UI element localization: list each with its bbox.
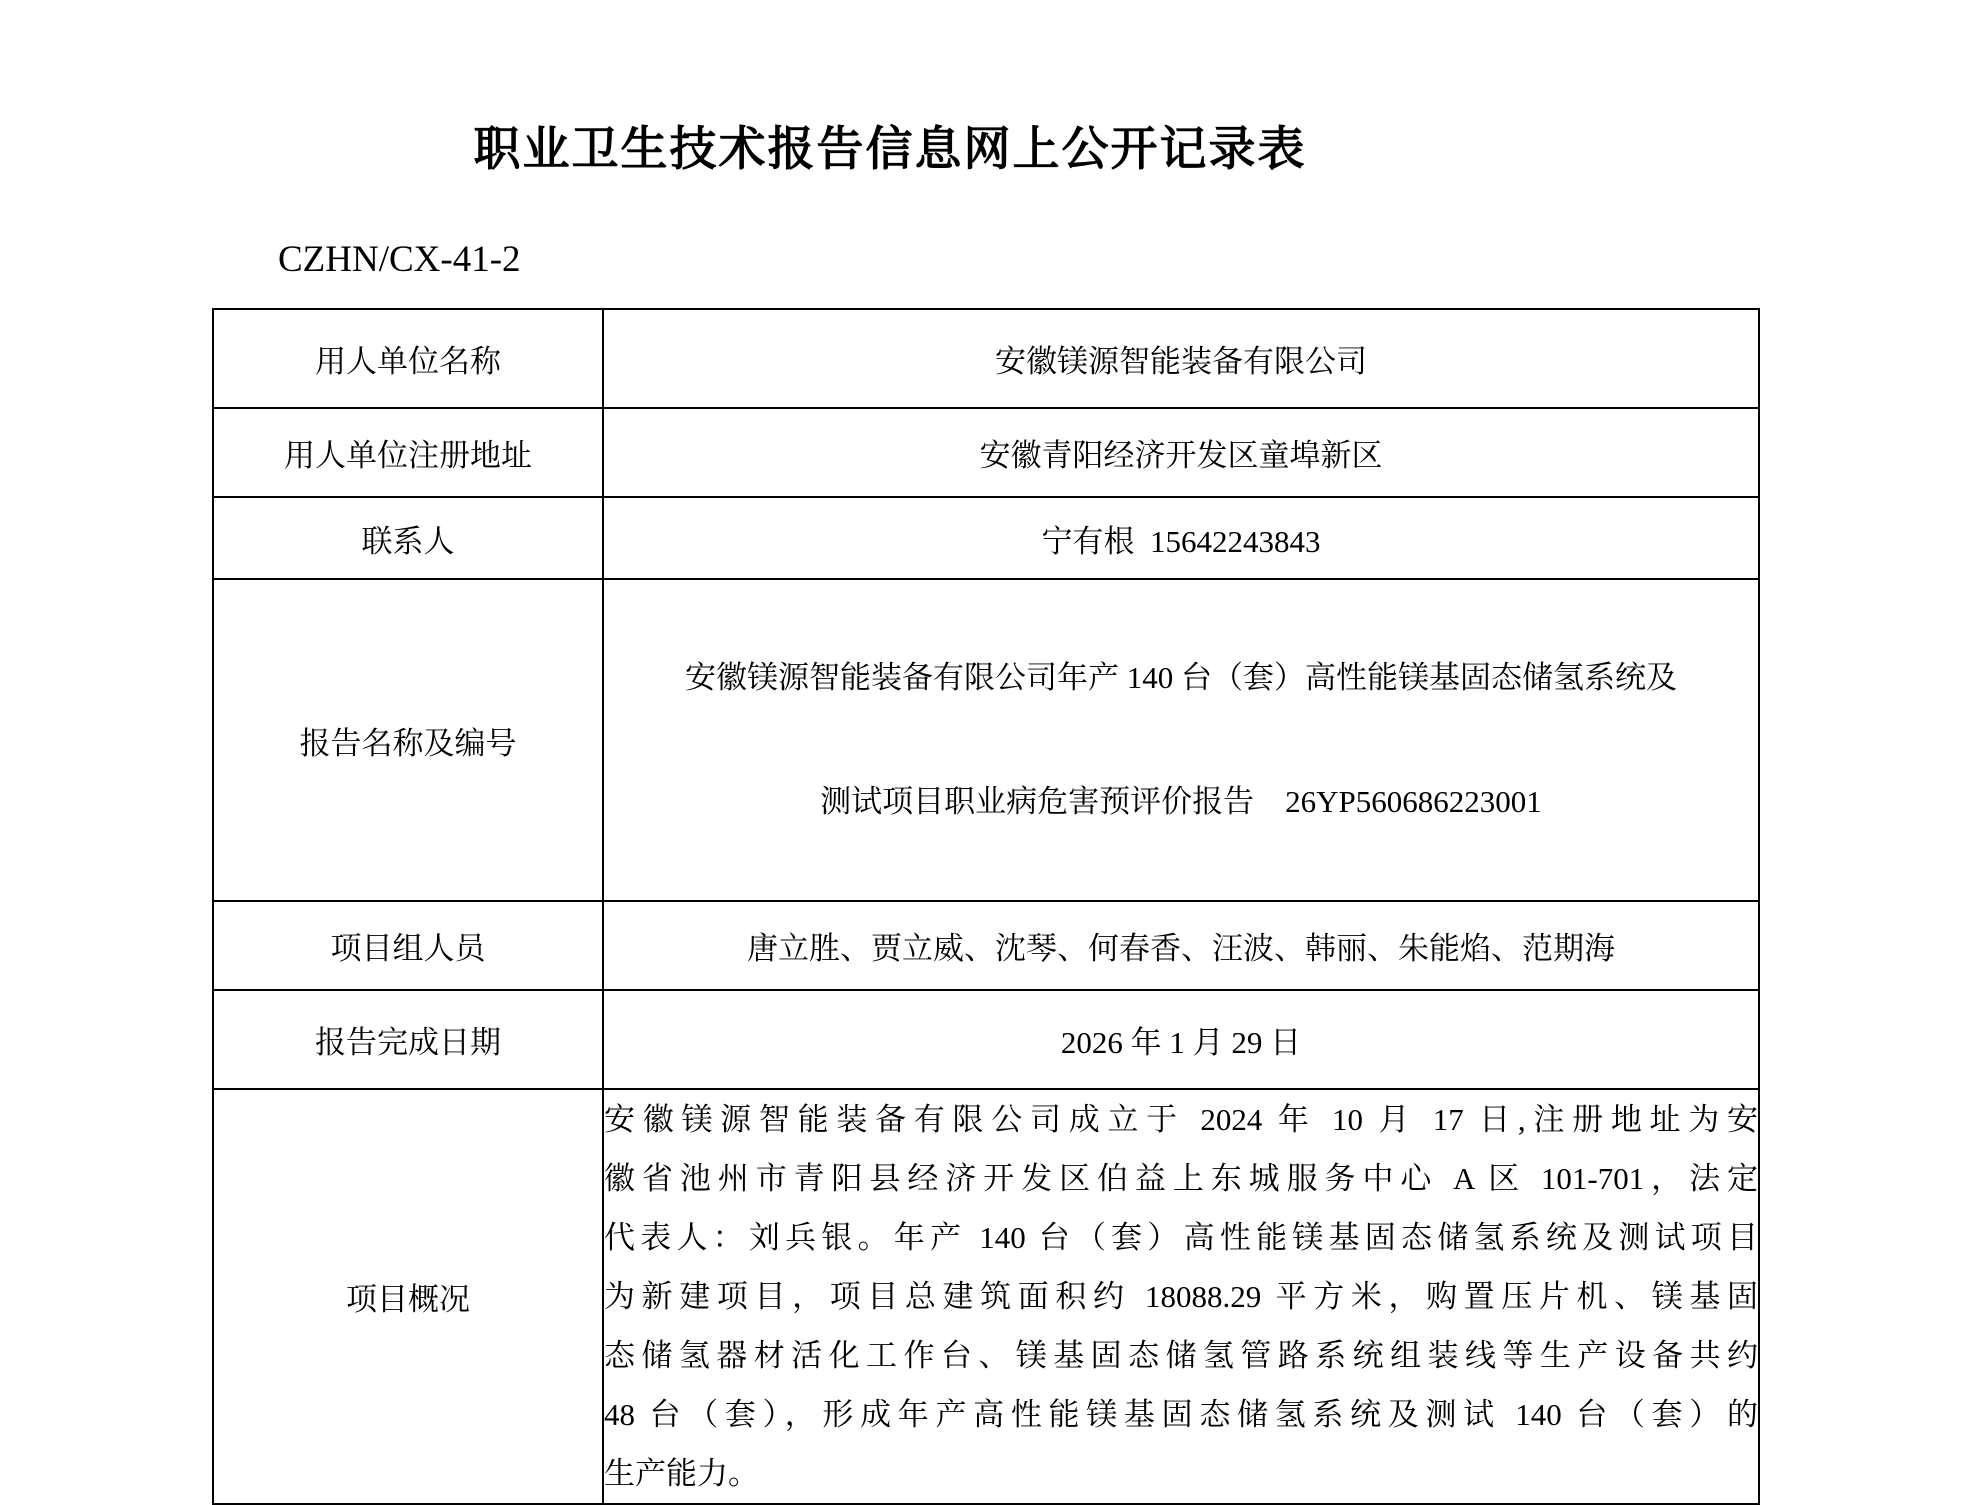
row-value: 安徽镁源智能装备有限公司 [603, 309, 1759, 408]
overview-line-7: 生产能力。 [604, 1456, 759, 1491]
row-label: 用人单位注册地址 [213, 408, 603, 497]
report-name-line-2: 测试项目职业病危害预评价报告 26YP560686223001 [820, 784, 1542, 819]
row-value: 唐立胜、贾立威、沈琴、何春香、汪波、韩丽、朱能焰、范期海 [603, 901, 1759, 990]
table-row-employer-name [213, 309, 1759, 408]
row-label: 联系人 [213, 497, 603, 579]
row-value [603, 1089, 1759, 1504]
overview-line-4: 为新建项目，项目总建筑面积约 18088.29 平方米，购置压片机、镁基固 [604, 1279, 1758, 1314]
row-label: 报告完成日期 [213, 990, 603, 1089]
overview-line-1: 安徽镁源智能装备有限公司成立于 2024 年 10 月 17 日,注册地址为安 [604, 1102, 1758, 1137]
table-row-contact-person [213, 497, 1759, 579]
report-name-line-1: 安徽镁源智能装备有限公司年产 140 台（套）高性能镁基固态储氢系统及 [685, 660, 1677, 695]
row-value [603, 579, 1759, 901]
row-label: 用人单位名称 [213, 309, 603, 408]
row-value: 宁有根 15642243843 [603, 497, 1759, 579]
overview-line-3: 代表人：刘兵银。年产 140 台（套）高性能镁基固态储氢系统及测试项目 [604, 1220, 1758, 1255]
overview-line-2: 徽省池州市青阳县经济开发区伯益上东城服务中心 A 区 101-701，法定 [604, 1161, 1758, 1196]
overview-line-5: 态储氢器材活化工作台、镁基固态储氢管路系统组装线等生产设备共约 [604, 1338, 1758, 1373]
row-value: 2026 年 1 月 29 日 [603, 990, 1759, 1089]
record-table [212, 308, 1760, 1505]
row-value: 安徽青阳经济开发区童埠新区 [603, 408, 1759, 497]
overview-line-6: 48 台（套），形成年产高性能镁基固态储氢系统及测试 140 台（套）的 [604, 1397, 1758, 1432]
row-label: 报告名称及编号 [213, 579, 603, 901]
table-row-project-overview [213, 1089, 1759, 1504]
doc-code: CZHN/CX-41-2 [278, 239, 521, 280]
row-label: 项目组人员 [213, 901, 603, 990]
table-row-report-name-number [213, 579, 1759, 901]
table-row-registered-address [213, 408, 1759, 497]
row-label: 项目概况 [213, 1089, 603, 1504]
page-title: 职业卫生技术报告信息网上公开记录表 [473, 124, 1307, 176]
table-row-report-completion-date [213, 990, 1759, 1089]
table-row-project-team [213, 901, 1759, 990]
